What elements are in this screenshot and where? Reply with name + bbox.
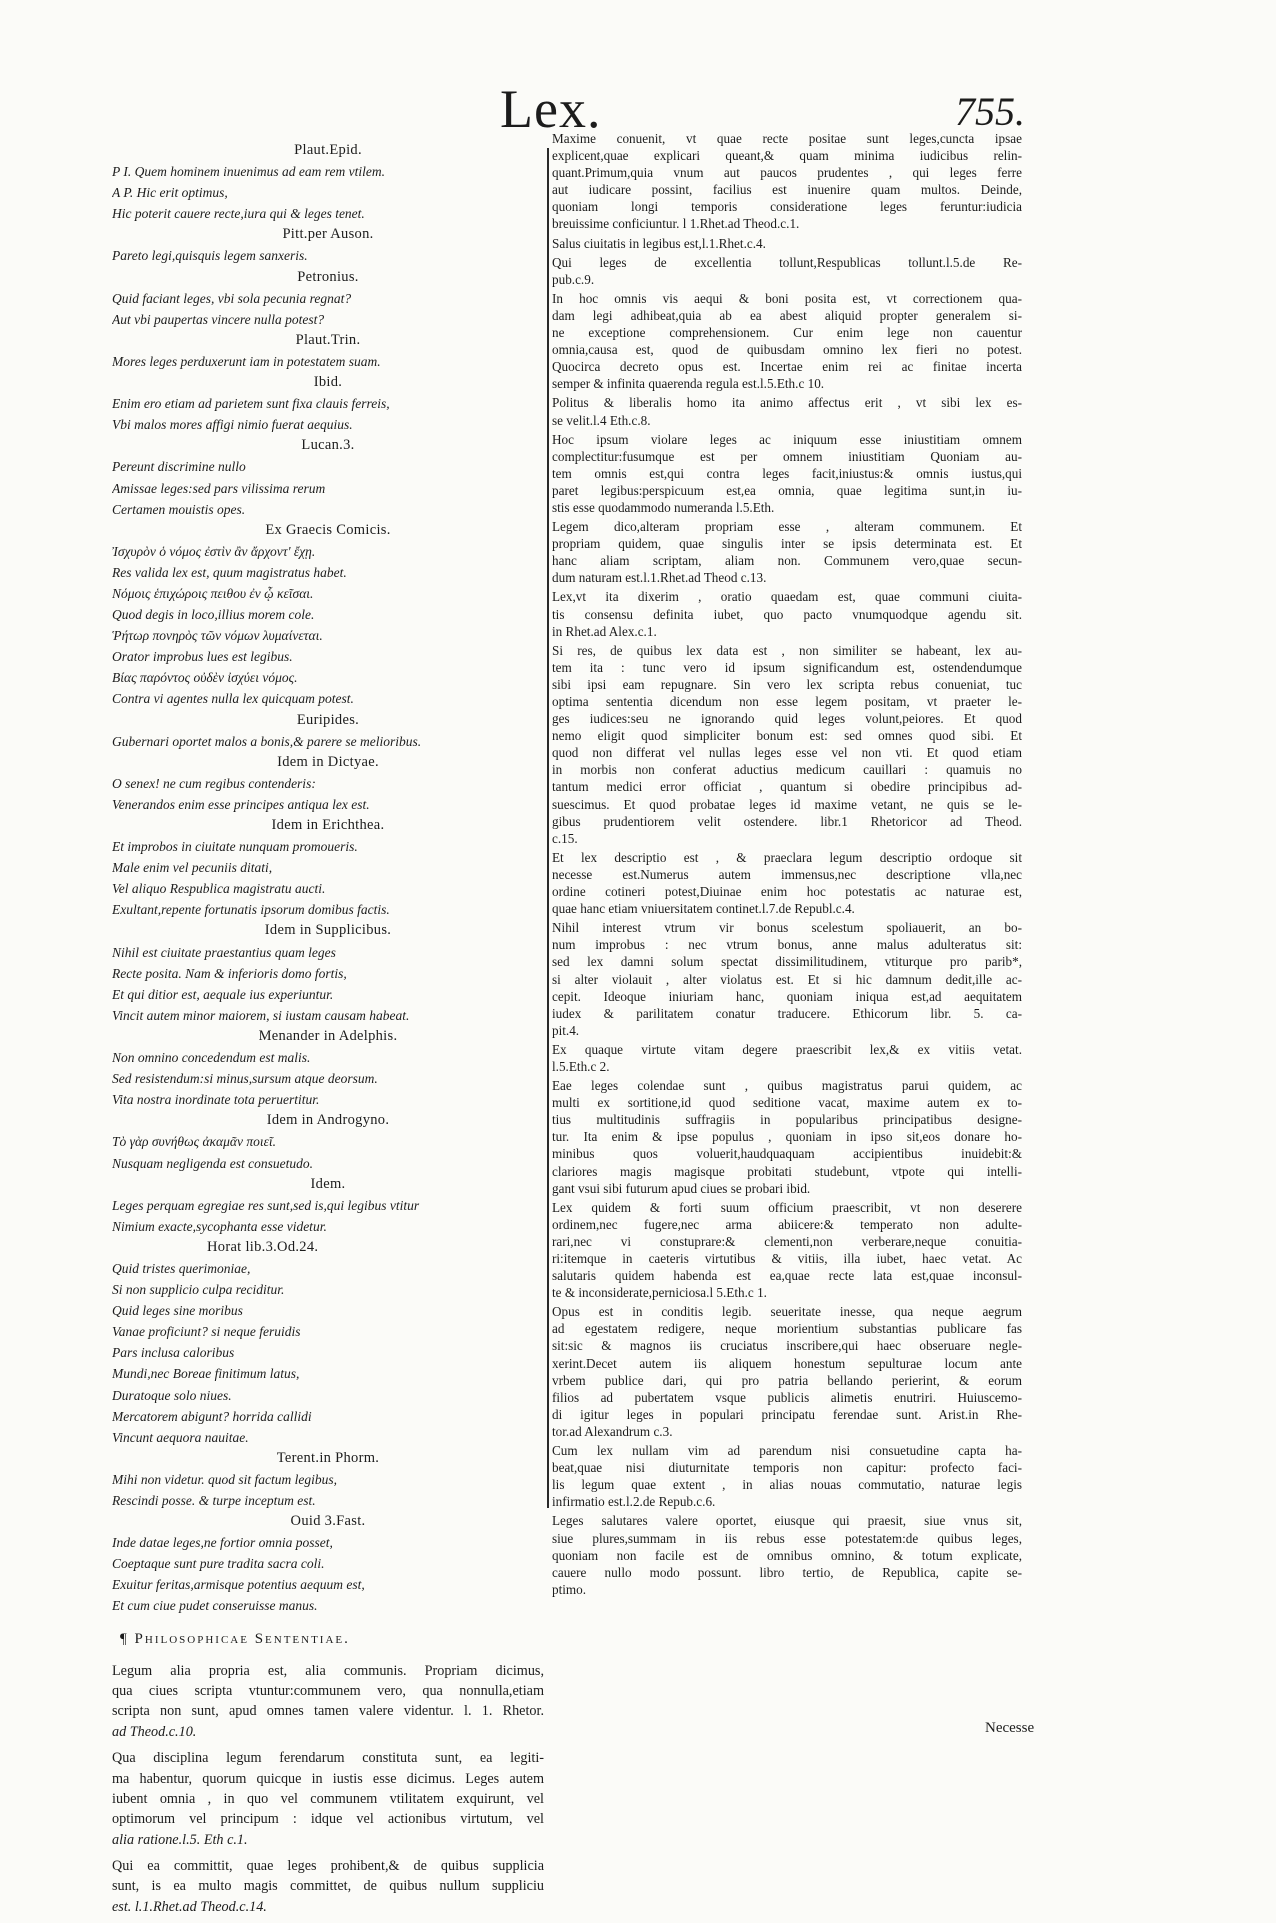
source-attribution: Idem in Androgyno. [266, 1112, 390, 1129]
source-attribution: Terent.in Phorm. [276, 1449, 380, 1466]
verse-line: Vincunt aequora nauitae. [112, 1429, 249, 1445]
verse-line: Vel aliquo Respublica magistratu aucti. [112, 881, 326, 897]
text-line: ma habentur, quorum quicque in iustis esse dicimus. Leges autem [112, 1770, 544, 1787]
text-line: sed lex damni solum spectat dissimilitudinem, vtiturque pro parib*, [552, 954, 1022, 970]
text-line: si alter violauit , alter violatus est. Et si hic damnum dedit,ille ac- [552, 971, 1022, 987]
text-line: breuissime conficiuntur. l 1.Rhet.ad Theod.c.1. [552, 216, 800, 232]
sententia-paragraph [552, 642, 1022, 847]
verse-line: Sed resistendum:si minus,sursum atque deorsum. [112, 1071, 378, 1087]
text-line: Lex quidem & forti suum officium praescribit, vt non deserere [552, 1199, 1022, 1215]
verse-line: Recte posita. Nam & inferioris domo fortis, [112, 965, 347, 981]
text-line: quae hanc etiam vniuersitatem continet.l.7.de Republ.c.4. [552, 901, 855, 917]
verse-line: Enim ero etiam ad parietem sunt fixa clauis ferreis, [112, 396, 390, 412]
text-line: Si res, de quibus lex data est , non similiter se habeant, lex au- [552, 642, 1022, 658]
source-attribution: Idem in Dictyae. [277, 753, 379, 770]
source-attribution: Petronius. [297, 268, 359, 285]
verse-line: Vbi malos mores affigi nimio fuerat aequius. [112, 417, 353, 433]
text-line: explicent,quae explicari queant,& quam minima iudicibus relin- [552, 148, 1022, 164]
text-line: gibus prudentiorem velit ostendere. libr.1 Rhetoricor ad Theod. [552, 813, 1022, 829]
verse-line: Inde datae leges,ne fortior omnia posset, [112, 1535, 333, 1551]
verse-line: Et cum ciue pudet conseruisse manus. [112, 1598, 318, 1614]
verse-line: Mihi non videtur. quod sit factum legibus, [112, 1471, 337, 1487]
source-attribution: Ex Graecis Comicis. [265, 521, 391, 538]
left-prose [112, 1661, 544, 1918]
text-line: optimorum vel principum : idque vel actionibus virtutum, vel [112, 1811, 544, 1828]
text-line: num improbus : nec vtrum bonus, anne malus adulteratus sit: [552, 937, 1022, 953]
text-line: Eae leges colendae sunt , quibus magistratus parui quidem, ac [552, 1078, 1022, 1094]
text-line: tis consensu definita iubet, quo pacto vnumquodque agendu sit. [552, 606, 1022, 622]
sententia-paragraph [552, 1199, 1022, 1302]
text-line: Legem dico,alteram propriam esse , alteram communem. Et [552, 519, 1022, 535]
text-line: pit.4. [552, 1022, 580, 1038]
text-line: dum naturam est.l.1.Rhet.ad Theod c.13. [552, 570, 767, 586]
text-line: quoniam non facile est de omnibus omnino, & totum explicate, [552, 1547, 1022, 1563]
text-line: tem omnis est,qui contra leges facit,iniustus:& omnis iustus,qui [552, 465, 1022, 481]
source-attribution: Idem in Erichthea. [271, 817, 385, 833]
text-line: tantum medici error officiat , quantum si obedire principibus ad- [552, 779, 1022, 795]
source-attribution: Menander in Adelphis. [258, 1027, 398, 1044]
text-line: est. l.1.Rhet.ad Theod.c.14. [112, 1898, 267, 1915]
text-line: in Rhet.ad Alex.c.1. [552, 623, 657, 639]
verse-line: Quod degis in loco,illius morem cole. [112, 607, 315, 623]
source-attribution: Pitt.per Auson. [282, 226, 374, 243]
verse-line: P I. Quem hominem inuenimus ad eam rem vtilem. [112, 164, 385, 180]
text-line: alia ratione.l.5. Eth c.1. [112, 1831, 248, 1848]
text-line: In hoc omnis vis aequi & boni posita est, vt correctionem qua- [552, 290, 1022, 306]
text-line: quant.Primum,quia vnum aut paucos prudentes , qui leges ferre [552, 165, 1022, 181]
text-line: ad Theod.c.10. [112, 1723, 197, 1740]
verse-line: Pareto legi,quisquis legem sanxeris. [112, 248, 308, 264]
verse-line: Orator improbus lues est legibus. [112, 649, 293, 665]
verse-line: Mercatorem abigunt? horrida callidi [112, 1408, 312, 1424]
text-line: tius multitudinis suffragiis in popularibus principatibus designe- [552, 1112, 1022, 1128]
source-attribution: Horat lib.3.Od.24. [207, 1238, 319, 1255]
text-line: aut iudicare possint, facilius est inuenire quam multos. Deinde, [552, 182, 1022, 198]
verse-line: Hic poterit cauere recte,iura qui & leges tenet. [112, 206, 365, 222]
right-column [552, 130, 1022, 1600]
source-attribution: Plaut.Epid. [294, 142, 362, 158]
verse-line: Mores leges perduxerunt iam in potestatem suam. [112, 353, 381, 369]
source-attribution: Ibid. [313, 374, 343, 391]
text-line: vrbem publice dari, qui pro patria bellando perierint, & eorum [552, 1372, 1022, 1388]
text-line: optima sententia dicendum non esse legem positam, vt praeter le- [552, 694, 1022, 709]
greek-line: Τὸ γὰρ συνήθως ἀκαμᾶν ποιεῖ. [112, 1134, 277, 1150]
text-line: quod non differat vel nullas leges esse vel non vti. Et quod etiam [552, 745, 1022, 761]
text-line: siue plures,summam in iis rebus esse potestatem:de quibus leges, [552, 1530, 1022, 1546]
text-line: l.5.Eth.c 2. [552, 1058, 610, 1074]
text-line: ges iudices:seu ne ignorando quid leges volunt,peiores. Et quod [552, 711, 1022, 727]
verse-line: Aut vbi paupertas vincere nulla potest? [112, 311, 325, 327]
verse-line: Mundi,nec Boreae finitimum latus, [112, 1366, 300, 1382]
verse-line: Si non supplicio culpa reciditur. [112, 1282, 285, 1298]
text-line: propriam quidem, quae singulis inter se ipsis determinata est. Et [552, 536, 1022, 552]
sententia-paragraph [552, 254, 1022, 288]
sententia-paragraph [552, 1041, 1022, 1075]
text-line: paret legibus:perspicuum est,ea omnia, quae legitima sunt,in iu- [552, 482, 1022, 498]
verse-line: Et qui ditior est, aequale ius experiuntur. [112, 986, 334, 1002]
catchword: Necesse [985, 1720, 1035, 1736]
verse-line: Res valida lex est, quum magistratus habet. [112, 564, 347, 580]
greek-line: Νόμοις ἑπιχώροις πειθου ἐν ᾧ κεῖσαι. [112, 585, 314, 601]
section-heading: ¶ Philosophicae Sententiae. [120, 1630, 350, 1647]
greek-line: Ῥήτωρ πονηρὸς τῶν νόμων λυμαίνεται. [112, 628, 323, 644]
text-line: sit:sic & magnos iis cruciatus inscribere,qui haec obseruare negle- [552, 1338, 1022, 1354]
verse-line: Quid faciant leges, vbi sola pecunia regnat? [112, 290, 352, 306]
verse-line: Vanae proficiunt? si neque feruidis [112, 1324, 301, 1340]
text-line: infirmatio est.l.2.de Repub.c.6. [552, 1494, 716, 1510]
source-attribution: Euripides. [296, 711, 360, 728]
text-line: te & inconsiderate,perniciosa.l 5.Eth.c 1. [552, 1285, 767, 1301]
text-line: ordinem,nec fugere,nec arma abiicere:& temperato non adulte- [552, 1216, 1022, 1232]
text-line: c.15. [552, 830, 578, 846]
verse-line: Gubernari oportet malos a bonis,& parere se melioribus. [112, 733, 422, 749]
greek-line: Βίας παρόντος οὐδὲν ἰσχύει νόμος. [112, 670, 298, 686]
text-line: ri:itemque in caeteris virtutibus & vitiis, illa iubet, haec vetat. Ac [552, 1251, 1022, 1266]
text-line: ptimo. [552, 1581, 587, 1597]
text-line: Et lex descriptio est , & praeclara legum descriptio ordoque sit [552, 849, 1022, 865]
text-line: Politus & liberalis homo ita animo affectus erit , vt sibi lex es- [552, 395, 1022, 411]
verse-line: Vincit autem minor maiorem, si iustam causam habeat. [112, 1007, 410, 1023]
verse-line: Contra vi agentes nulla lex quicquam potest. [112, 691, 354, 707]
running-head: Lex. [500, 79, 602, 139]
sententia-paragraph [552, 431, 1022, 516]
text-line: stis esse quodammodo numeranda l.5.Eth. [552, 499, 775, 515]
source-attribution: Idem. [310, 1175, 346, 1192]
text-line: rari,nec vi constuprare:& clementi,non verberare,neque conuitia- [552, 1233, 1022, 1249]
text-line: ordine cotineri potest,Diuinae enim hoc potestatis ac naturae est, [552, 884, 1022, 900]
sententia-paragraph [552, 130, 1022, 233]
text-line: Nihil interest vtrum vir bonus scelestum spoliauerit, an bo- [552, 920, 1022, 936]
verse-line: O senex! ne cum regibus contenderis: [112, 775, 316, 791]
left-column [112, 140, 544, 1923]
verse-line: Leges perquam egregiae res sunt,sed is,qui legibus vtitur [112, 1197, 420, 1213]
text-line: pub.c.9. [552, 271, 595, 287]
verse-quotations [112, 140, 544, 1617]
verse-line: A P. Hic erit optimus, [112, 185, 228, 201]
sententia-paragraph [552, 394, 1022, 428]
verse-line: Vita nostra inordinate tota peruertitur. [112, 1092, 320, 1108]
text-line: tur. Ita enim & ipse populus , quoniam in ipso sit,eos donare ho- [552, 1129, 1022, 1145]
text-line: Opus est in conditis legib. seueritate inesse, qua neque aegrum [552, 1304, 1022, 1320]
sententia-paragraph [552, 588, 1022, 639]
text-line: ne exceptione comprehensionem. Cur enim lege non cauentur [552, 325, 1022, 341]
verse-line: Nimium exacte,sycophanta esse videtur. [112, 1218, 327, 1234]
verse-line: Nusquam negligenda est consuetudo. [112, 1155, 313, 1171]
text-line: Hoc ipsum violare leges ac iniquum esse iniustitiam omnem [552, 431, 1022, 447]
page-number: 755. [955, 89, 1025, 134]
text-line: salutaris quidem habenda est ea,quae recte lata est,quae inconsul- [552, 1268, 1022, 1284]
text-line: Qua disciplina legum ferendarum constituta sunt, ea legiti- [112, 1750, 544, 1767]
text-line: nemo eligit quod simpliciter bonum est: sed omnes quod sibi. Et [552, 728, 1022, 744]
sententia-paragraph [112, 1661, 544, 1743]
text-line: xerint.Decet autem iis aliquem honestum sepulturae locum ante [552, 1355, 1022, 1371]
verse-line: Certamen mouistis opes. [112, 501, 246, 517]
sententia-paragraph [552, 849, 1022, 917]
greek-line: Ἰσχυρὸν ὁ νόμος ἐστὶν ἂν ἄρχοντ' ἔχῃ. [112, 543, 316, 559]
verse-line: Nihil est ciuitate praestantius quam leges [112, 944, 336, 960]
text-line: tem ita : tunc vero id ipsum significandum est, ostendendumque [552, 659, 1022, 675]
sententia-paragraph [552, 1512, 1022, 1597]
text-line: Maxime conuenit, vt quae recte positae sunt leges,cuncta ipsae [552, 131, 1022, 146]
verse-line: Coeptaque sunt pure tradita sacra coli. [112, 1556, 325, 1572]
sententia-paragraph [552, 1303, 1022, 1440]
text-line: filios ad pubertatem vsque publicis alimetis enutriri. Huiuscemo- [552, 1389, 1022, 1405]
verse-line: Pars inclusa caloribus [112, 1345, 235, 1361]
text-line: Legum alia propria est, alia communis. Propriam dicimus, [112, 1662, 544, 1679]
text-line: suescimus. Et quod probatae leges id maxime vetant, ne quis se le- [552, 796, 1022, 812]
text-line: di igitur leges in populari principatu ferendae sunt. Arist.in Rhe- [552, 1406, 1022, 1422]
sententia-paragraph [112, 1748, 544, 1850]
sententia-paragraph [112, 1856, 544, 1917]
text-line: complectitur:fusumque est per omnem iniustitiam Quoniam au- [552, 448, 1022, 464]
sententia-paragraph [552, 919, 1022, 1039]
text-line: in morbis non conferat aductius medicum cauillari : quamuis no [552, 762, 1022, 778]
text-line: iubent omnia , in quo vel communem vtilitatem exquirunt, vel [112, 1790, 544, 1807]
verse-line: Amissae leges:sed pars vilissima rerum [112, 480, 326, 496]
text-line: necesse est.Numerus autem immensus,nec descriptione vlla,nec [552, 866, 1022, 882]
text-line: clariores magis magisque probitati studebunt, vtpote qui intelli- [552, 1163, 1022, 1179]
source-attribution: Ouid 3.Fast. [290, 1513, 366, 1530]
sententia-paragraph [552, 235, 1022, 252]
verse-line: Non omnino concedendum est malis. [112, 1050, 311, 1066]
text-line: lis legum quae extent , in alias nouas commutatio, naturae legis [552, 1477, 1022, 1493]
text-line: Quocirca decreto opus est. Incertae enim rei ac finitae incerta [552, 359, 1022, 375]
text-line: semper & infinita quaerenda regula est.l.5.Eth.c 10. [552, 376, 825, 392]
source-attribution: Idem in Supplicibus. [264, 922, 392, 939]
verse-line: Venerandos enim esse principes antiqua lex est. [112, 796, 370, 812]
verse-line: Duratoque solo niues. [112, 1387, 232, 1403]
text-line: tor.ad Alexandrum c.3. [552, 1423, 673, 1439]
source-attribution: Plaut.Trin. [295, 331, 361, 348]
verse-line: Quid leges sine moribus [112, 1303, 243, 1319]
text-line: minibus quos voluerit,haudquaquam accipientibus inuidebit:& [552, 1146, 1022, 1162]
text-line: scripta non sunt, apud omnes tamen valere videntur. l. 1. Rhetor. [112, 1703, 544, 1720]
verse-line: Rescindi posse. & turpe inceptum est. [112, 1493, 316, 1508]
text-line: gant vsui sibi futurum apud ciues se probari ibid. [552, 1180, 811, 1196]
text-line: hanc aliam scriptam, aliam non. Communem vero,quae secun- [552, 553, 1022, 569]
text-line: Qui ea committit, quae leges prohibent,& de quibus supplicia [112, 1858, 544, 1875]
text-line: Lex,vt ita dixerim , oratio quaedam est, quae communi ciuita- [552, 589, 1022, 605]
text-line: Cum lex nullam vim ad parendum nisi consuetudine capta ha- [552, 1443, 1022, 1459]
sententia-paragraph [552, 1077, 1022, 1197]
verse-line: Exuitur feritas,armisque potentius aequum est, [112, 1577, 365, 1593]
text-line: Ex quaque virtute vitam degere praescribit lex,& ex vitiis vetat. [552, 1041, 1022, 1057]
column-divider [547, 148, 549, 1508]
text-line: beat,quae nisi diuturnitate temporis non capitur: profecto faci- [552, 1460, 1022, 1476]
source-attribution: Lucan.3. [301, 437, 355, 454]
verse-line: Male enim vel pecuniis ditati, [112, 860, 273, 876]
text-line: Qui leges de excellentia tollunt,Respublicas tollunt.l.5.de Re- [552, 254, 1022, 270]
text-line: Salus ciuitatis in legibus est,l.1.Rhet.c.4. [552, 235, 766, 251]
verse-line: Et improbos in ciuitate nunquam promoueris. [112, 839, 358, 855]
verse-line: Pereunt discrimine nullo [112, 459, 246, 475]
text-line: se velit.l.4 Eth.c.8. [552, 412, 651, 428]
verse-line: Quid tristes querimoniae, [112, 1260, 251, 1276]
text-line: sibi ipsi eam repugnare. Sin vero lex scripta rebus conueniat, tuc [552, 676, 1022, 692]
text-line: quoniam longi temporis consideratione leges feruntur:iudicia [552, 199, 1022, 215]
verse-line: Exultant,repente fortunatis ipsorum domibus factis. [112, 902, 390, 918]
sententia-paragraph [552, 290, 1022, 393]
text-line: cepit. Ideoque iniuriam hanc, quoniam iniqua est,ad aequitatem [552, 988, 1022, 1004]
sententia-paragraph [552, 518, 1022, 586]
sententia-paragraph [552, 1442, 1022, 1510]
text-line: multi ex sortitione,id quod seditione vacat, maxime autem ex to- [552, 1095, 1022, 1111]
text-line: qua ciues scripta vtuntur:communem vero, qua nonnulla,etiam [112, 1682, 544, 1699]
text-line: cauere nullo modo possunt. libro tertio, de Republica, capite se- [552, 1564, 1022, 1580]
text-line: omnia,causa est, quod de quibusdam omnino lex fieri no potest. [552, 342, 1022, 358]
text-line: sunt, is ea multo magis committet, de quibus nullum suppliciu [112, 1878, 544, 1895]
text-line: dam legi adhibeat,quia ab ea abest aliquid propter generalem si- [552, 307, 1022, 323]
text-line: ad egestatem redigere, neque morientium substantias publicare fas [552, 1321, 1022, 1337]
text-line: iudex & parilitatem conatur traducere. Ethicorum libr. 5. ca- [552, 1005, 1022, 1021]
text-line: Leges salutares valere oportet, eiusque qui praesit, siue vnus sit, [552, 1513, 1022, 1529]
